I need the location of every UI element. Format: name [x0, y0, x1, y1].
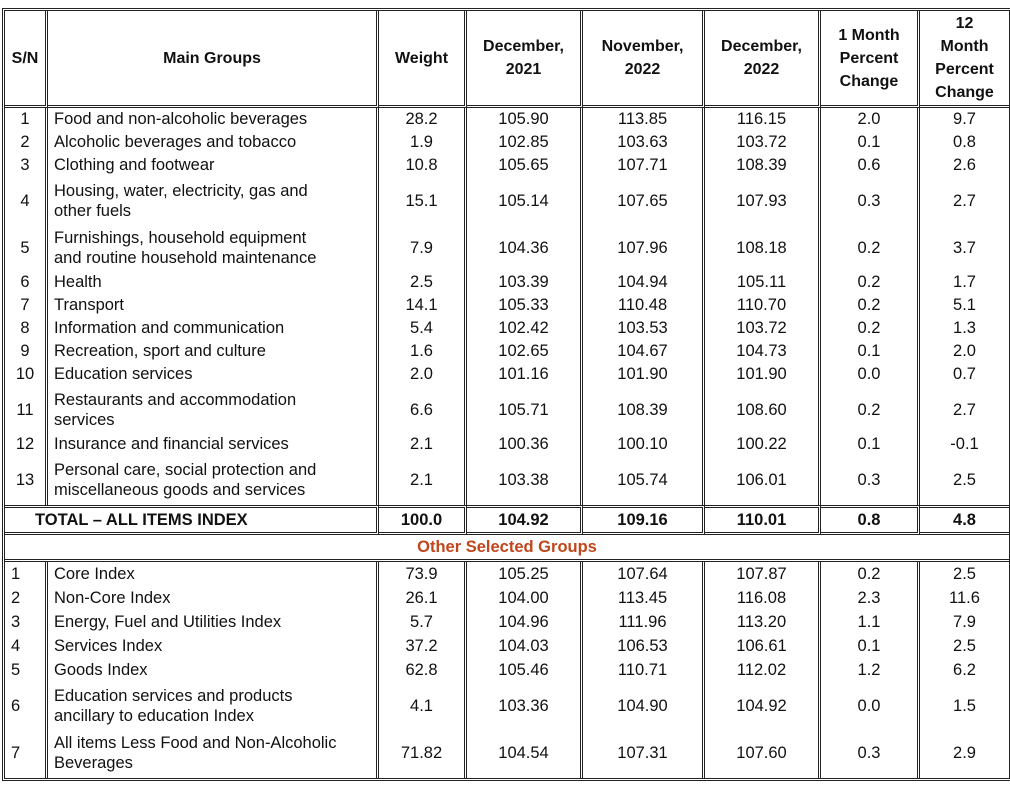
- row-dec2022: 100.22: [705, 433, 821, 456]
- row-nov2022: 103.63: [583, 131, 705, 154]
- row-sn: 7: [5, 294, 48, 317]
- row-twelve-month: 11.6: [949, 589, 980, 607]
- row-one-month: 0.1: [821, 634, 920, 658]
- row-group-name-line: Housing, water, electricity, gas and: [54, 181, 308, 200]
- row-twelve-month: 3.7: [953, 238, 976, 257]
- row-twelve-month: 2.6: [953, 156, 976, 174]
- total-label: TOTAL – ALL ITEMS INDEX: [5, 505, 379, 535]
- row-group-name-line: Education services: [54, 365, 193, 383]
- header-row: [5, 11, 1009, 108]
- row-one-month: 0.1: [821, 433, 920, 456]
- row-nov2022: 110.48: [583, 294, 705, 317]
- other-group-row: [5, 682, 1009, 729]
- row-dec2021: 105.71: [467, 386, 583, 433]
- row-dec2021: 102.42: [467, 317, 583, 340]
- row-dec2022: 112.02: [705, 658, 821, 682]
- other-groups-body: [5, 562, 1009, 778]
- header-main-groups: Main Groups: [48, 11, 379, 108]
- row-nov2022: 105.74: [583, 456, 705, 505]
- row-group-name: [48, 108, 379, 131]
- cpi-table: [2, 8, 1010, 781]
- row-group-name: [48, 634, 379, 658]
- row-dec2022: 110.70: [705, 294, 821, 317]
- row-sn: 5: [5, 224, 48, 271]
- row-sn: 2: [5, 131, 48, 154]
- main-group-row: [5, 317, 1009, 340]
- row-weight: 14.1: [379, 294, 467, 317]
- row-group-name: [48, 456, 379, 505]
- row-sn: 5: [5, 658, 48, 682]
- row-twelve-month: 9.7: [953, 110, 976, 128]
- header-dec2022: December, 2022: [705, 11, 821, 108]
- total-dec2022: 110.01: [705, 505, 821, 535]
- row-weight: 2.0: [379, 363, 467, 386]
- row-dec2021: 104.36: [467, 224, 583, 271]
- row-group-name: [48, 433, 379, 456]
- row-group-name-line: Restaurants and accommodation: [54, 390, 297, 409]
- row-twelve-month: 2.0: [953, 342, 976, 360]
- other-group-row: [5, 729, 1009, 778]
- row-nov2022: 113.45: [583, 586, 705, 610]
- row-group-name: [48, 729, 379, 778]
- other-group-row: [5, 658, 1009, 682]
- row-group-name: [48, 177, 379, 224]
- row-group-name-line: Furnishings, household equipment: [54, 228, 307, 247]
- row-sn: 9: [5, 340, 48, 363]
- row-nov2022: 104.90: [583, 682, 705, 729]
- header-dec2021: December, 2021: [467, 11, 583, 108]
- row-dec2021: 105.90: [467, 108, 583, 131]
- other-groups-title: Other Selected Groups: [5, 535, 1009, 562]
- main-group-row: [5, 456, 1009, 505]
- row-dec2022: 105.11: [705, 271, 821, 294]
- row-twelve-month: 0.8: [953, 133, 976, 151]
- row-dec2022: 107.60: [705, 729, 821, 778]
- row-group-name-line: Health: [54, 273, 102, 291]
- header-weight: Weight: [379, 11, 467, 108]
- row-weight: 4.1: [379, 682, 467, 729]
- row-sn: 1: [5, 562, 48, 586]
- row-group-name-line: Goods Index: [54, 661, 148, 679]
- row-nov2022: 101.90: [583, 363, 705, 386]
- header-nov2022: November, 2022: [583, 11, 705, 108]
- row-sn: 7: [5, 729, 48, 778]
- total-dec2021: 104.92: [467, 505, 583, 535]
- row-weight: 7.9: [379, 224, 467, 271]
- row-one-month: 2.0: [821, 108, 920, 131]
- row-dec2021: 103.36: [467, 682, 583, 729]
- row-nov2022: 107.65: [583, 177, 705, 224]
- row-dec2021: 104.54: [467, 729, 583, 778]
- row-dec2022: 107.93: [705, 177, 821, 224]
- total-one-month: 0.8: [821, 505, 920, 535]
- main-group-row: [5, 433, 1009, 456]
- row-weight: 5.7: [379, 610, 467, 634]
- row-dec2022: 106.01: [705, 456, 821, 505]
- row-weight: 2.1: [379, 433, 467, 456]
- row-group-name-line: Non-Core Index: [54, 589, 171, 607]
- row-dec2022: 116.15: [705, 108, 821, 131]
- row-twelve-month: 2.5: [953, 637, 976, 655]
- row-group-name-line: Core Index: [54, 565, 135, 583]
- row-group-name-line: Services Index: [54, 637, 163, 655]
- row-nov2022: 108.39: [583, 386, 705, 433]
- row-group-name: [48, 610, 379, 634]
- row-dec2021: 104.96: [467, 610, 583, 634]
- row-nov2022: 106.53: [583, 634, 705, 658]
- row-dec2021: 105.14: [467, 177, 583, 224]
- total-body: [5, 505, 1009, 562]
- row-nov2022: 110.71: [583, 658, 705, 682]
- row-group-name: [48, 340, 379, 363]
- row-weight: 28.2: [379, 108, 467, 131]
- row-group-name-line: miscellaneous goods and services: [54, 480, 306, 499]
- row-one-month: 0.2: [821, 317, 920, 340]
- main-group-row: [5, 131, 1009, 154]
- row-one-month: 0.2: [821, 224, 920, 271]
- row-nov2022: 104.67: [583, 340, 705, 363]
- row-sn: 4: [5, 177, 48, 224]
- row-nov2022: 107.71: [583, 154, 705, 177]
- row-one-month: 1.1: [821, 610, 920, 634]
- row-sn: 10: [5, 363, 48, 386]
- row-twelve-month: 2.7: [953, 400, 976, 419]
- row-sn: 1: [5, 108, 48, 131]
- row-dec2022: 101.90: [705, 363, 821, 386]
- row-twelve-month: 1.3: [953, 319, 976, 337]
- row-nov2022: 107.64: [583, 562, 705, 586]
- row-dec2021: 104.00: [467, 586, 583, 610]
- main-group-row: [5, 294, 1009, 317]
- row-group-name-line: Information and communication: [54, 319, 285, 337]
- main-group-row: [5, 340, 1009, 363]
- main-group-row: [5, 271, 1009, 294]
- row-group-name: [48, 386, 379, 433]
- row-twelve-month: -0.1: [950, 435, 979, 453]
- row-group-name-line: Energy, Fuel and Utilities Index: [54, 613, 282, 631]
- row-twelve-month: 2.5: [953, 565, 976, 583]
- row-dec2021: 102.65: [467, 340, 583, 363]
- main-group-row: [5, 108, 1009, 131]
- row-group-name-line: Recreation, sport and culture: [54, 342, 266, 360]
- row-twelve-month: 5.1: [953, 296, 976, 314]
- row-twelve-month: 0.7: [953, 365, 976, 383]
- row-weight: 37.2: [379, 634, 467, 658]
- header-one-month-change: 1 Month Percent Change: [821, 11, 920, 108]
- row-group-name-line: services: [54, 410, 115, 429]
- row-weight: 6.6: [379, 386, 467, 433]
- row-dec2021: 101.16: [467, 363, 583, 386]
- row-group-name-line: Education services and products: [54, 686, 293, 705]
- row-sn: 12: [5, 433, 48, 456]
- cpi-table-container: [2, 8, 1010, 781]
- row-one-month: 0.3: [821, 729, 920, 778]
- row-group-name: [48, 224, 379, 271]
- other-group-row: [5, 586, 1009, 610]
- row-weight: 2.5: [379, 271, 467, 294]
- other-groups-heading-row: [5, 535, 1009, 562]
- row-group-name: [48, 271, 379, 294]
- row-dec2022: 108.60: [705, 386, 821, 433]
- row-weight: 5.4: [379, 317, 467, 340]
- row-group-name-line: Insurance and financial services: [54, 435, 289, 453]
- row-dec2022: 104.92: [705, 682, 821, 729]
- header-sn: S/N: [5, 11, 48, 108]
- row-one-month: 2.3: [821, 586, 920, 610]
- row-sn: 6: [5, 271, 48, 294]
- row-one-month: 1.2: [821, 658, 920, 682]
- row-dec2022: 106.61: [705, 634, 821, 658]
- row-dec2021: 105.46: [467, 658, 583, 682]
- row-nov2022: 111.96: [583, 610, 705, 634]
- row-one-month: 0.0: [821, 363, 920, 386]
- main-group-row: [5, 363, 1009, 386]
- row-group-name: [48, 682, 379, 729]
- row-weight: 62.8: [379, 658, 467, 682]
- row-one-month: 0.2: [821, 294, 920, 317]
- row-sn: 4: [5, 634, 48, 658]
- row-dec2022: 113.20: [705, 610, 821, 634]
- row-dec2022: 108.39: [705, 154, 821, 177]
- row-twelve-month: 7.9: [953, 613, 976, 631]
- row-one-month: 0.1: [821, 131, 920, 154]
- row-sn: 3: [5, 610, 48, 634]
- row-one-month: 0.3: [821, 177, 920, 224]
- other-group-row: [5, 610, 1009, 634]
- row-weight: 15.1: [379, 177, 467, 224]
- row-group-name-line: ancillary to education Index: [54, 706, 254, 725]
- header-twelve-month-change: 12 Month Percent Change: [920, 11, 1009, 108]
- row-weight: 26.1: [379, 586, 467, 610]
- row-dec2022: 103.72: [705, 131, 821, 154]
- row-dec2021: 103.38: [467, 456, 583, 505]
- other-group-row: [5, 634, 1009, 658]
- row-nov2022: 113.85: [583, 108, 705, 131]
- row-twelve-month: 2.5: [953, 470, 976, 489]
- other-group-row: [5, 562, 1009, 586]
- row-dec2021: 100.36: [467, 433, 583, 456]
- row-dec2021: 102.85: [467, 131, 583, 154]
- row-group-name-line: Beverages: [54, 753, 133, 772]
- row-nov2022: 103.53: [583, 317, 705, 340]
- row-dec2021: 105.65: [467, 154, 583, 177]
- row-sn: 3: [5, 154, 48, 177]
- row-nov2022: 104.94: [583, 271, 705, 294]
- row-group-name: [48, 317, 379, 340]
- row-sn: 2: [5, 586, 48, 610]
- row-twelve-month: 6.2: [953, 661, 976, 679]
- main-groups-body: [5, 108, 1009, 505]
- row-dec2021: 105.33: [467, 294, 583, 317]
- row-nov2022: 107.96: [583, 224, 705, 271]
- row-sn: 6: [5, 682, 48, 729]
- row-group-name-line: Personal care, social protection and: [54, 460, 317, 479]
- row-dec2022: 103.72: [705, 317, 821, 340]
- row-sn: 13: [5, 456, 48, 505]
- row-group-name-line: All items Less Food and Non-Alcoholic: [54, 733, 337, 752]
- row-twelve-month: 2.9: [953, 743, 976, 762]
- row-nov2022: 107.31: [583, 729, 705, 778]
- row-weight: 73.9: [379, 562, 467, 586]
- main-group-row: [5, 386, 1009, 433]
- row-sn: 11: [5, 386, 48, 433]
- row-weight: 1.9: [379, 131, 467, 154]
- row-group-name: [48, 586, 379, 610]
- row-one-month: 0.0: [821, 682, 920, 729]
- row-group-name-line: Transport: [54, 296, 124, 314]
- row-group-name-line: Clothing and footwear: [54, 156, 215, 174]
- row-weight: 10.8: [379, 154, 467, 177]
- row-group-name-line: Alcoholic beverages and tobacco: [54, 133, 297, 151]
- row-group-name: [48, 294, 379, 317]
- main-group-row: [5, 224, 1009, 271]
- row-dec2022: 116.08: [705, 586, 821, 610]
- row-group-name-line: other fuels: [54, 201, 132, 220]
- row-group-name: [48, 562, 379, 586]
- row-one-month: 0.2: [821, 271, 920, 294]
- row-group-name: [48, 154, 379, 177]
- total-twelve-month: 4.8: [920, 505, 1009, 535]
- total-row: [5, 505, 1009, 535]
- row-one-month: 0.3: [821, 456, 920, 505]
- row-dec2022: 107.87: [705, 562, 821, 586]
- row-one-month: 0.2: [821, 386, 920, 433]
- row-twelve-month: 1.7: [953, 273, 976, 291]
- row-group-name: [48, 658, 379, 682]
- total-weight: 100.0: [379, 505, 467, 535]
- row-sn: 8: [5, 317, 48, 340]
- row-dec2022: 108.18: [705, 224, 821, 271]
- row-dec2022: 104.73: [705, 340, 821, 363]
- row-one-month: 0.2: [821, 562, 920, 586]
- row-dec2021: 105.25: [467, 562, 583, 586]
- row-group-name: [48, 131, 379, 154]
- row-one-month: 0.6: [821, 154, 920, 177]
- row-twelve-month: 1.5: [953, 696, 976, 715]
- total-nov2022: 109.16: [583, 505, 705, 535]
- main-group-row: [5, 154, 1009, 177]
- row-dec2021: 104.03: [467, 634, 583, 658]
- row-group-name-line: Food and non-alcoholic beverages: [54, 110, 308, 128]
- row-weight: 2.1: [379, 456, 467, 505]
- main-group-row: [5, 177, 1009, 224]
- row-twelve-month: 2.7: [953, 191, 976, 210]
- row-one-month: 0.1: [821, 340, 920, 363]
- row-group-name-line: and routine household maintenance: [54, 248, 317, 267]
- row-weight: 71.82: [379, 729, 467, 778]
- row-group-name: [48, 363, 379, 386]
- row-nov2022: 100.10: [583, 433, 705, 456]
- row-dec2021: 103.39: [467, 271, 583, 294]
- row-weight: 1.6: [379, 340, 467, 363]
